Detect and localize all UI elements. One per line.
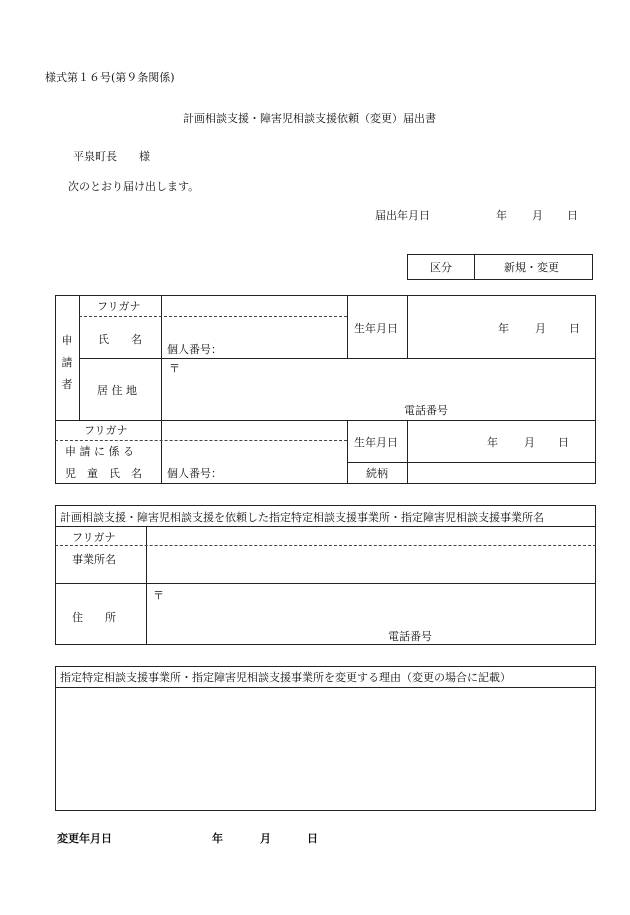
submission-year-label: 年 <box>496 209 507 222</box>
applicant-personal-number-label: 個人番号： <box>167 343 222 356</box>
category-value[interactable]: 新規・変更 <box>504 261 559 274</box>
office-heading-divider <box>55 526 596 527</box>
relation-divider <box>347 462 596 463</box>
child-label-line1: 申 請 に 係 る <box>65 445 134 458</box>
row-divider <box>79 358 596 359</box>
child-furigana-label: フリガナ <box>84 424 128 437</box>
child-birth-value-divider <box>407 420 408 484</box>
applicant-address-label: 居 住 地 <box>97 384 137 397</box>
submission-day-label: 日 <box>567 209 578 222</box>
office-label-divider <box>146 526 147 645</box>
office-furigana-divider <box>55 545 596 546</box>
child-birth-day: 日 <box>558 436 569 449</box>
submission-date-label: 届出年月日 <box>375 209 430 222</box>
office-furigana-label: フリガナ <box>72 531 116 544</box>
birth-value-divider <box>407 295 408 358</box>
office-name-label: 事業所名 <box>72 553 116 566</box>
child-personal-number-label: 個人番号： <box>167 467 222 480</box>
child-birth-month: 月 <box>524 436 535 449</box>
label-column-divider <box>161 295 162 484</box>
change-date-label: 変更年月日 <box>57 832 112 845</box>
child-relation-label: 続柄 <box>366 467 388 480</box>
change-day-label: 日 <box>307 832 318 845</box>
applicant-phone-label: 電話番号 <box>404 404 448 417</box>
applicant-birth-day: 日 <box>569 322 580 335</box>
furigana-divider <box>79 316 347 317</box>
addressee: 平泉町長 様 <box>73 150 150 163</box>
divider <box>474 254 475 280</box>
submission-month-label: 月 <box>532 209 543 222</box>
change-year-label: 年 <box>212 832 223 845</box>
change-month-label: 月 <box>260 832 271 845</box>
category-label: 区分 <box>430 261 452 274</box>
office-postal-mark: 〒 <box>153 589 164 602</box>
birth-column-divider <box>347 295 348 358</box>
applicant-birth-year: 年 <box>498 322 509 335</box>
child-birth-label: 生年月日 <box>354 436 398 449</box>
child-furigana-divider <box>55 440 347 441</box>
document-title: 計画相談支援・障害児相談支援依頼（変更）届出書 <box>183 112 436 125</box>
office-phone-label: 電話番号 <box>388 630 432 643</box>
child-birth-column-divider <box>347 420 348 484</box>
reason-heading: 指定特定相談支援事業所・指定障害児相談支援事業所を変更する理由（変更の場合に記載） <box>60 671 511 684</box>
applicant-birth-month: 月 <box>535 322 546 335</box>
intro-text: 次のとおり届け出します。 <box>68 180 200 193</box>
applicant-name-label: 氏 名 <box>98 333 142 346</box>
applicant-furigana-label: フリガナ <box>97 300 141 313</box>
office-address-label: 住 所 <box>72 611 116 624</box>
child-birth-year: 年 <box>487 436 498 449</box>
office-heading: 計画相談支援・障害児相談支援を依頼した指定特定相談支援事業所・指定障害児相談支援事業所名 <box>60 511 544 524</box>
applicant-side-label: 申 請 者 <box>61 334 73 391</box>
applicant-postal-mark: 〒 <box>169 362 180 375</box>
child-label-line2: 児 童 氏 名 <box>65 467 142 480</box>
section-divider <box>55 420 596 421</box>
form-number: 様式第１６号(第９条関係) <box>45 71 175 84</box>
applicant-birth-label: 生年月日 <box>354 322 398 335</box>
reason-heading-divider <box>55 687 596 688</box>
office-row-divider <box>55 583 596 584</box>
